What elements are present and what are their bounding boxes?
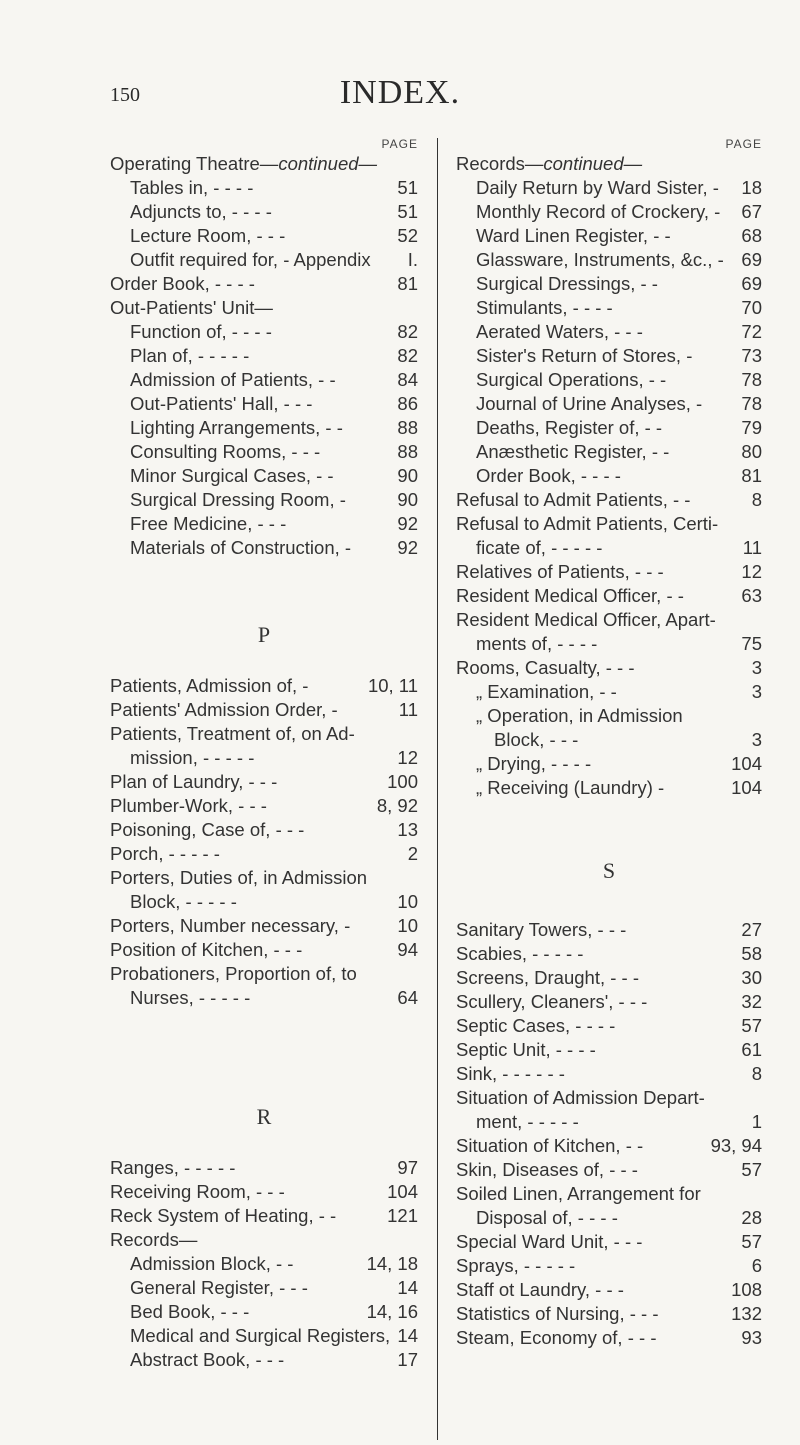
index-entry [456,728,762,752]
index-entry [456,176,762,200]
index-entry-page: 10 [397,915,418,936]
index-entry-page: 8, 92 [376,795,418,816]
index-entry [110,770,418,794]
index-entry-text: Sanitary Towers, - - - [456,919,627,940]
index-entry-page: 52 [397,225,418,246]
index-entry [456,1110,762,1134]
index-entry [110,1276,418,1300]
index-list-s [456,918,762,1350]
index-entry-page: 13 [397,819,418,840]
index-entry [456,224,762,248]
index-entry-text: mission, - - - - - [130,747,255,768]
page-title: INDEX. [339,74,461,111]
index-entry-page: 17 [397,1349,418,1370]
index-entry-text: Surgical Dressings, - - [476,273,658,294]
index-entry-text: Anæsthetic Register, - - [476,441,670,462]
index-entry-text: Ranges, - - - - - [110,1157,236,1178]
continued-label: continued— [278,153,378,174]
index-entry [456,272,762,296]
index-entry-page: 81 [397,273,418,294]
index-entry-page: 2 [407,843,418,864]
index-entry-text: Sprays, - - - - - [456,1255,576,1276]
index-entry-page: 11 [398,699,418,720]
index-entry-page: 70 [741,297,762,318]
index-entry-page: 51 [397,201,418,222]
page-column-label: PAGE [725,137,762,151]
index-entry-text: Tables in, - - - - [130,177,254,198]
index-entry-page: 64 [397,987,418,1008]
index-entry-page: 51 [397,177,418,198]
index-entry [110,1156,418,1180]
index-entry [456,1158,762,1182]
index-entry-page: 8 [751,489,762,510]
index-entry [110,512,418,536]
index-entry-page: 6 [751,1255,762,1276]
page-column-label: PAGE [381,137,418,151]
index-entry-text: „ Drying, - - - - [476,753,592,774]
index-entry-text: ments of, - - - - [476,633,598,654]
index-entry-text: Glassware, Instruments, &c., - [476,249,724,270]
index-entry-text: Rooms, Casualty, - - - [456,657,635,678]
index-entry-text: Relatives of Patients, - - - [456,561,664,582]
index-entry [110,890,418,914]
left-column [110,136,418,1372]
index-entry-text: Poisoning, Case of, - - - [110,819,305,840]
index-entry-text: Records—continued— [456,153,643,174]
index-entry-text: Situation of Kitchen, - - [456,1135,644,1156]
index-entry-text: Refusal to Admit Patients, Certi- [456,513,719,534]
index-entry-text: Minor Surgical Cases, - - [130,465,334,486]
index-entry [110,536,418,560]
index-entry-page: 10, 11 [367,675,418,696]
index-entry-page: 97 [397,1157,418,1178]
section-letter-p: P [257,622,271,647]
index-entry-text: Septic Unit, - - - - [456,1039,596,1060]
index-entry-page: 69 [741,273,762,294]
index-entry [456,440,762,464]
index-entry [110,914,418,938]
index-entry-text: Daily Return by Ward Sister, - [476,177,719,198]
index-entry [110,464,418,488]
index-entry [456,512,762,536]
index-entry-text: Steam, Economy of, - - - [456,1327,657,1348]
continued-label: continued— [543,153,643,174]
index-entry-page: 93 [741,1327,762,1348]
index-entry-text: Block, - - - [494,729,579,750]
index-entry-page: 1 [751,1111,762,1132]
index-entry [110,176,418,200]
index-entry-page: 28 [741,1207,762,1228]
index-entry-page: 86 [397,393,418,414]
index-list-o [110,152,418,560]
index-entry-page: 8 [751,1063,762,1084]
index-entry-text: Lighting Arrangements, - - [130,417,343,438]
index-entry-text: ment, - - - - - [476,1111,579,1132]
index-entry [110,698,418,722]
page-number: 150 [110,84,140,106]
index-entry [110,866,418,890]
index-entry-page: 30 [741,967,762,988]
index-entry [456,608,762,632]
index-entry-page: 11 [742,537,762,558]
index-entry-text: Journal of Urine Analyses, - [476,393,703,414]
index-entry [110,1348,418,1372]
index-entry [456,200,762,224]
index-entry-text: Admission of Patients, - - [130,369,336,390]
index-entry [110,296,418,320]
index-entry [456,464,762,488]
index-entry-text: Reck System of Heating, - - [110,1205,337,1226]
right-column [456,136,762,1350]
index-entry [456,1134,762,1158]
index-entry-page: 61 [741,1039,762,1060]
index-entry-page: 121 [387,1205,418,1226]
index-entry-page: 104 [387,1181,418,1202]
index-entry-text: Position of Kitchen, - - - [110,939,303,960]
index-entry [110,1324,418,1348]
index-entry-page: 69 [741,249,762,270]
index-entry-text: Patients' Admission Order, - [110,699,338,720]
index-entry [110,1180,418,1204]
index-entry [110,818,418,842]
index-entry [110,842,418,866]
index-entry [456,1326,762,1350]
index-entry-text: Monthly Record of Crockery, - [476,201,721,222]
index-entry-page: 27 [741,919,762,940]
index-entry [456,990,762,1014]
index-entry [110,1228,418,1252]
index-entry-page: 10 [397,891,418,912]
index-entry-text: Statistics of Nursing, - - - [456,1303,659,1324]
index-entry-page: 3 [751,657,762,678]
index-entry [110,1300,418,1324]
index-entry-text: Medical and Surgical Registers, [130,1325,391,1346]
index-entry-text: Stimulants, - - - - [476,297,613,318]
index-entry-page: 88 [397,417,418,438]
index-entry-text: Lecture Room, - - - [130,225,286,246]
section-letter-r: R [256,1104,272,1129]
index-list-r [110,1156,418,1372]
index-entry-page: 14, 18 [366,1253,418,1274]
index-entry-text: Function of, - - - - [130,321,272,342]
index-list-p [110,674,418,1010]
index-entry [110,746,418,770]
index-entry-page: 3 [751,681,762,702]
index-entry-text: Situation of Admission Depart- [456,1087,705,1108]
column-divider [437,138,438,1440]
index-entry [456,584,762,608]
index-entry-page: 73 [741,345,762,366]
index-entry-text: Patients, Treatment of, on Ad- [110,723,355,744]
index-entry [110,986,418,1010]
index-list-r-cont [456,152,762,800]
index-entry-text: Free Medicine, - - - [130,513,287,534]
index-entry [456,752,762,776]
index-entry [456,392,762,416]
index-entry [110,674,418,698]
index-entry [110,200,418,224]
index-entry [456,1014,762,1038]
index-entry [456,1182,762,1206]
index-entry [456,560,762,584]
index-entry-text: Staff ot Laundry, - - - [456,1279,624,1300]
index-entry-page: 100 [387,771,418,792]
index-entry-page: 90 [397,489,418,510]
index-entry [456,918,762,942]
index-entry-page: 78 [741,393,762,414]
index-entry [110,392,418,416]
index-entry [456,536,762,560]
index-entry-page: 80 [741,441,762,462]
index-entry-text: „ Examination, - - [476,681,617,702]
index-entry [456,1062,762,1086]
index-entry-text: Out-Patients' Unit— [110,297,273,318]
index-entry-text: Order Book, - - - - [110,273,255,294]
index-entry [456,320,762,344]
index-entry-page: 104 [731,753,762,774]
index-entry-text: Scabies, - - - - - [456,943,584,964]
index-entry [456,1230,762,1254]
index-entry [456,776,762,800]
index-entry [110,224,418,248]
index-entry-page: 93, 94 [710,1135,762,1156]
index-entry-text: Resident Medical Officer, Apart- [456,609,716,630]
index-entry-text: ficate of, - - - - - [476,537,603,558]
index-entry [110,962,418,986]
index-entry-page: 108 [731,1279,762,1300]
index-entry-page: 58 [741,943,762,964]
index-entry [110,320,418,344]
index-entry [456,296,762,320]
index-entry [456,248,762,272]
index-entry-text: Patients, Admission of, - [110,675,309,696]
index-entry [110,1252,418,1276]
index-entry-text: Plumber-Work, - - - [110,795,267,816]
index-entry-text: Nurses, - - - - - [130,987,251,1008]
index-entry [456,344,762,368]
index-entry-page: 82 [397,321,418,342]
index-entry-page: 79 [741,417,762,438]
index-entry-text: Screens, Draught, - - - [456,967,640,988]
index-entry-page: 14, 16 [366,1301,418,1322]
index-entry-text: Outfit required for, - Appendix [130,249,371,270]
index-entry-text: Receiving Room, - - - [110,1181,285,1202]
index-entry-page: 94 [397,939,418,960]
index-entry-text: Plan of, - - - - - [130,345,250,366]
index-entry [456,632,762,656]
index-entry-text: Operating Theatre—continued— [110,153,378,174]
index-entry-page: 3 [751,729,762,750]
index-entry-text: Sink, - - - - - - [456,1063,565,1084]
index-entry-text: Admission Block, - - [130,1253,294,1274]
index-entry-text: Adjuncts to, - - - - [130,201,272,222]
index-entry [456,368,762,392]
index-entry-page: 90 [397,465,418,486]
index-entry [456,680,762,704]
index-entry [110,794,418,818]
index-entry [456,1038,762,1062]
index-entry-page: 57 [741,1159,762,1180]
index-entry [110,440,418,464]
index-entry [456,942,762,966]
index-entry-text: Materials of Construction, - [130,537,352,558]
index-entry-text: Special Ward Unit, - - - [456,1231,643,1252]
index-entry-page: 84 [397,369,418,390]
index-entry-text: Porters, Number necessary, - [110,915,351,936]
index-entry [456,1254,762,1278]
index-entry-text: Order Book, - - - - [476,465,621,486]
index-entry-text: Aerated Waters, - - - [476,321,643,342]
index-entry [456,416,762,440]
index-entry-text: Skin, Diseases of, - - - [456,1159,638,1180]
index-entry-page: 78 [741,369,762,390]
index-entry [110,272,418,296]
index-entry-page: 18 [741,177,762,198]
index-entry [110,938,418,962]
index-entry-page: 104 [731,777,762,798]
index-entry-page: I. [407,249,418,270]
index-entry [110,1204,418,1228]
index-entry-page: 75 [741,633,762,654]
index-entry-text: Consulting Rooms, - - - [130,441,321,462]
index-entry-text: Refusal to Admit Patients, - - [456,489,691,510]
index-entry-page: 67 [741,201,762,222]
index-entry [110,344,418,368]
index-entry-text: Soiled Linen, Arrangement for [456,1183,701,1204]
index-entry [456,1206,762,1230]
index-entry [110,722,418,746]
index-entry-text: Out-Patients' Hall, - - - [130,393,313,414]
index-entry-text: Plan of Laundry, - - - [110,771,278,792]
index-entry [110,488,418,512]
index-entry-page: 12 [397,747,418,768]
index-entry [456,488,762,512]
index-entry-text: Disposal of, - - - - [476,1207,618,1228]
index-entry-page: 57 [741,1231,762,1252]
index-entry-text: Porters, Duties of, in Admission [110,867,368,888]
index-entry-text: Abstract Book, - - - [130,1349,285,1370]
index-entry-text: Scullery, Cleaners', - - - [456,991,648,1012]
index-entry-text: Porch, - - - - - [110,843,220,864]
index-entry-text: Surgical Dressing Room, - [130,489,346,510]
index-entry-text: Deaths, Register of, - - [476,417,663,438]
index-entry-page: 82 [397,345,418,366]
index-entry-text: Septic Cases, - - - - [456,1015,616,1036]
index-entry [110,152,418,176]
index-entry-page: 132 [731,1303,762,1324]
index-entry [456,704,762,728]
index-entry [456,152,762,176]
index-entry-text: Bed Book, - - - [130,1301,250,1322]
index-entry [456,1302,762,1326]
index-entry [456,1278,762,1302]
section-letter-s: S [602,858,616,883]
index-entry [456,1086,762,1110]
index-entry-text: Sister's Return of Stores, - [476,345,693,366]
index-entry-page: 57 [741,1015,762,1036]
index-entry-text: „ Receiving (Laundry) - [476,777,665,798]
index-entry-page: 32 [741,991,762,1012]
index-entry-page: 81 [741,465,762,486]
index-entry-page: 68 [741,225,762,246]
index-entry-page: 14 [397,1325,418,1346]
index-entry-page: 63 [741,585,762,606]
index-entry-page: 92 [397,513,418,534]
index-entry-text: Surgical Operations, - - [476,369,667,390]
index-entry-page: 12 [741,561,762,582]
index-entry-text: „ Operation, in Admission [476,705,683,726]
index-entry-page: 14 [397,1277,418,1298]
index-entry [456,656,762,680]
index-entry [110,416,418,440]
index-entry-text: Block, - - - - - [130,891,237,912]
index-entry-text: Resident Medical Officer, - - [456,585,684,606]
index-entry-text: Records— [110,1229,198,1250]
index-entry-page: 72 [741,321,762,342]
index-entry-text: Ward Linen Register, - - [476,225,671,246]
index-entry [456,966,762,990]
index-entry-text: Probationers, Proportion of, to [110,963,357,984]
index-entry-page: 92 [397,537,418,558]
index-entry [110,368,418,392]
index-entry-text: General Register, - - - [130,1277,308,1298]
index-entry [110,248,418,272]
index-entry-page: 88 [397,441,418,462]
